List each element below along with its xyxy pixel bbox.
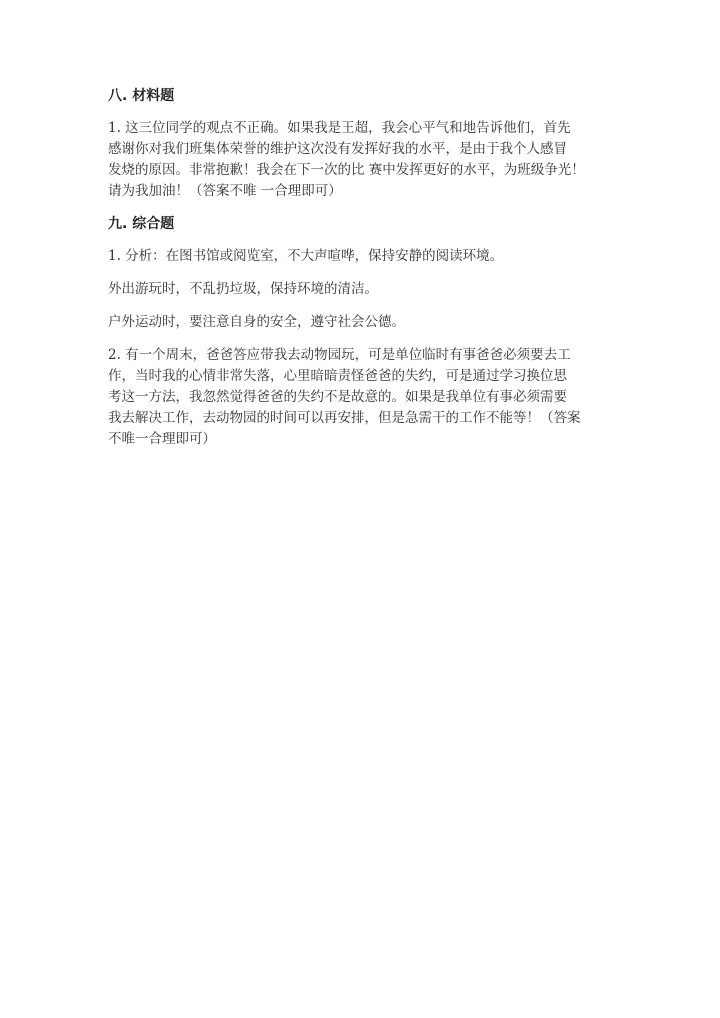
answer-paragraph: 2. 有一个周末，爸爸答应带我去动物园玩，可是单位临时有事爸爸必须要去工 作，当时我的心情非常失落，心里暗暗责怪爸爸的失约，可是通过学习换位思 考这一方法，我忽然觉得爸爸的失约不是故意的。如果是我单位有事必须需要 我去解决工作，去动物园的时间可以再安排，但是急需干的工作不能等！（答案 不唯一合理即可） <box>108 347 581 447</box>
document-page <box>108 86 628 462</box>
answer-paragraph: 外出游玩时，不乱扔垃圾，保持环境的清洁。 <box>108 281 378 297</box>
section-material-question <box>108 86 628 202</box>
answer-paragraph: 1. 这三位同学的观点不正确。如果我是王超，我会心平气和地告诉他们，首先 感谢你对我们班集体荣誉的维护这次没有发挥好我的水平，是由于我个人感冒 发烧的原因。非常抱歉！我会在下一次的比 赛中发挥更好的水平，为班级争光！ 请为我加油！（答案不唯 一合理即可） <box>108 120 585 199</box>
section-title: 八. 材料题 <box>108 88 175 104</box>
section-title: 九. 综合题 <box>108 216 175 232</box>
section-comprehensive-question <box>108 214 628 450</box>
answer-paragraph: 户外运动时，要注意自身的安全，遵守社会公德。 <box>108 314 405 330</box>
answer-paragraph: 1. 分析：在图书馆或阅览室，不大声喧哗，保持安静的阅读环境。 <box>108 248 504 264</box>
